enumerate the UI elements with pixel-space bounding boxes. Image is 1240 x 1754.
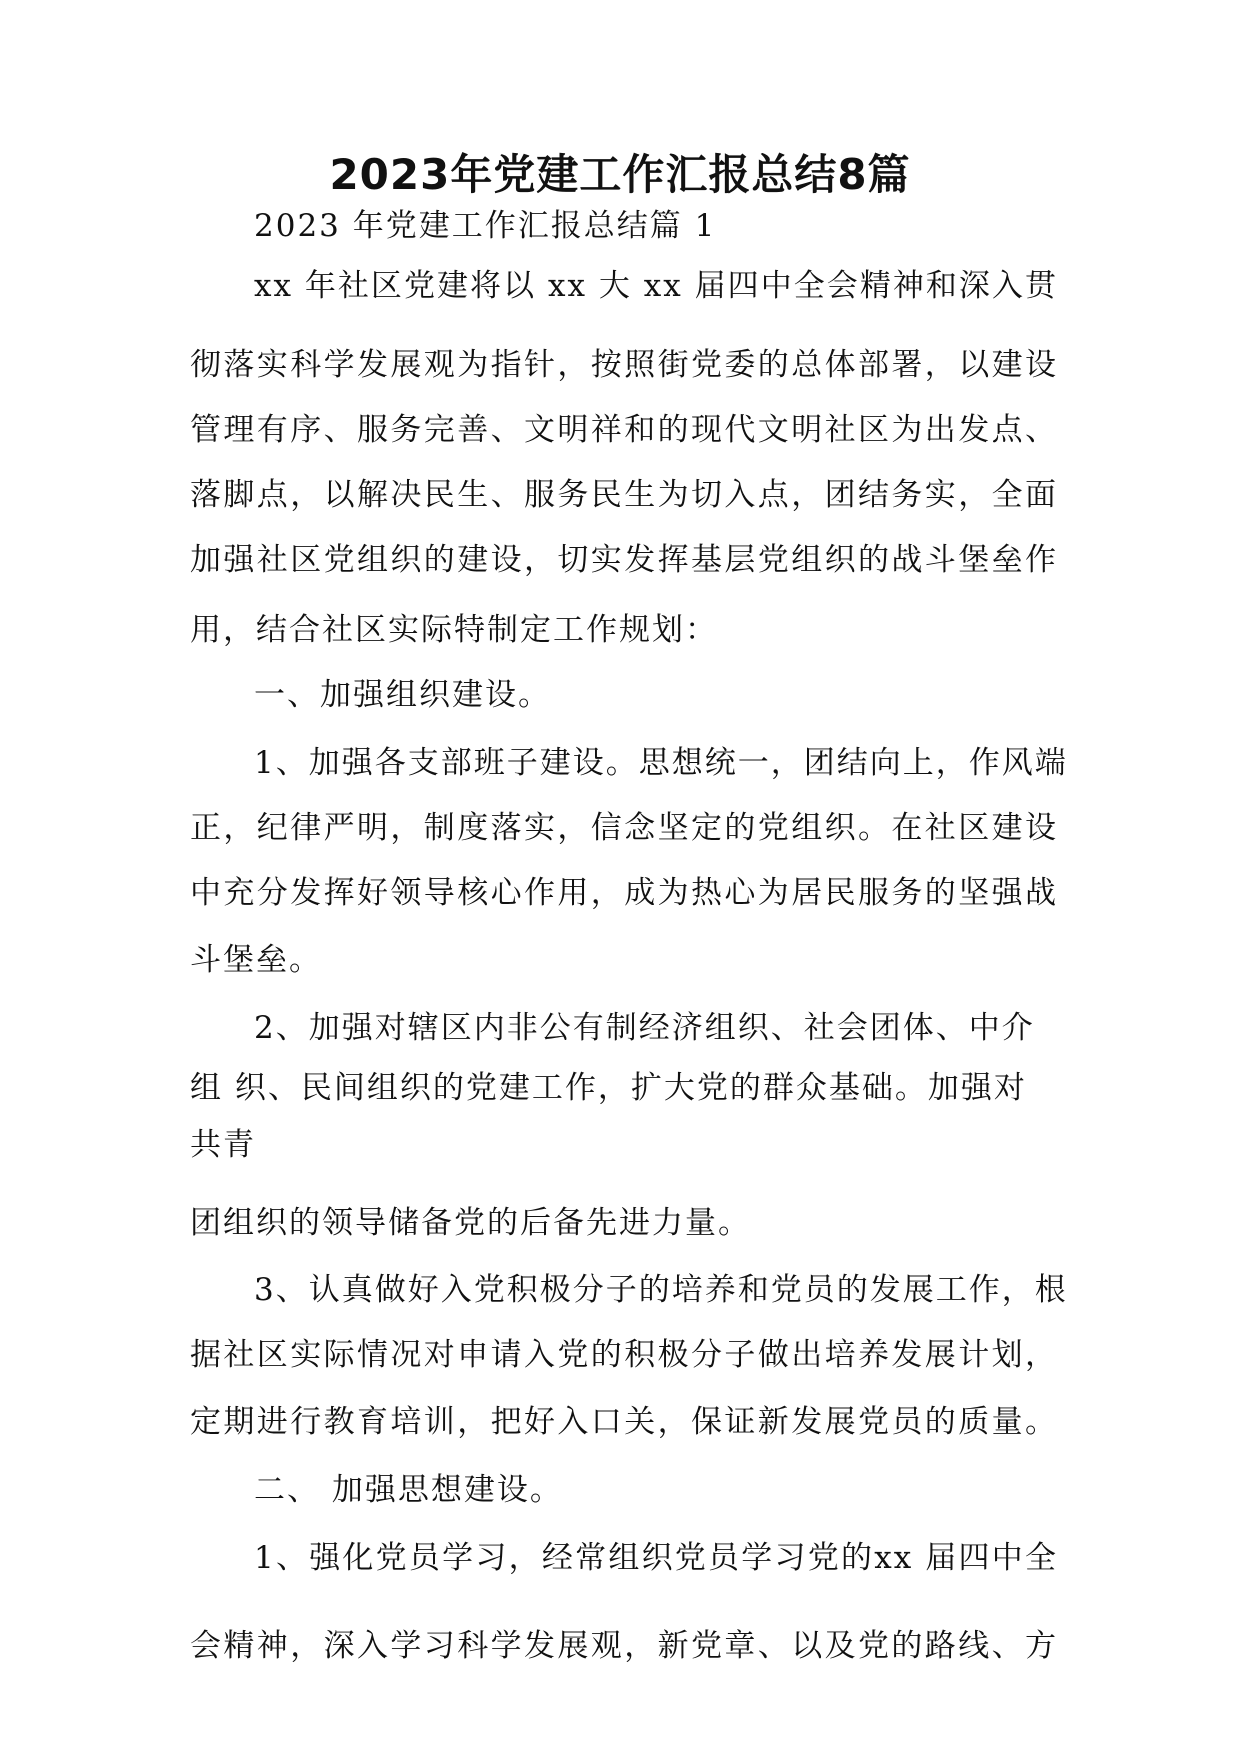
paragraph-line: 中充分发挥好领导核心作用，成为热心为居民服务的坚强战 [190,875,1058,911]
paragraph-line: 1、加强各支部班子建设。思想统一，团结向上，作风端 [254,745,1068,781]
section-heading: 2023 年党建工作汇报总结篇 1 [254,208,717,244]
paragraph-line: 组 织、民间组织的党建工作，扩大党的群众基础。加强对 [190,1070,1027,1106]
paragraph-line: 据社区实际情况对申请入党的积极分子做出培养发展计划， [190,1337,1058,1373]
paragraph-line: 团组织的领导储备党的后备先进力量。 [190,1205,751,1241]
paragraph-line: 落脚点，以解决民生、服务民生为切入点，团结务实，全面 [190,477,1058,513]
section-heading: 一、加强组织建设。 [254,677,551,713]
paragraph-line: 会精神，深入学习科学发展观，新党章、以及党的路线、方 [190,1628,1058,1664]
paragraph-line: 3、认真做好入党积极分子的培养和党员的发展工作，根 [254,1272,1068,1308]
document-title: 2023年党建工作汇报总结8篇 [329,150,911,199]
paragraph-line: 1、强化党员学习，经常组织党员学习党的xx 届四中全 [254,1540,1058,1576]
paragraph-line: 斗堡垒。 [190,942,322,978]
paragraph-line: 彻落实科学发展观为指针，按照街党委的总体部署，以建设 [190,347,1058,383]
paragraph-line: 共青 [190,1127,256,1163]
paragraph-line: 2、加强对辖区内非公有制经济组织、社会团体、中介 [254,1010,1035,1046]
paragraph-line: 管理有序、服务完善、文明祥和的现代文明社区为出发点、 [190,412,1058,448]
paragraph-line: xx 年社区党建将以 xx 大 xx 届四中全会精神和深入贯 [254,268,1058,304]
paragraph-line: 加强社区党组织的建设，切实发挥基层党组织的战斗堡垒作 [190,542,1058,578]
section-heading: 二、 加强思想建设。 [254,1472,563,1508]
paragraph-line: 用，结合社区实际特制定工作规划： [190,612,718,648]
paragraph-line: 定期进行教育培训，把好入口关，保证新发展党员的质量。 [190,1404,1058,1440]
paragraph-line: 正，纪律严明，制度落实，信念坚定的党组织。在社区建设 [190,810,1058,846]
